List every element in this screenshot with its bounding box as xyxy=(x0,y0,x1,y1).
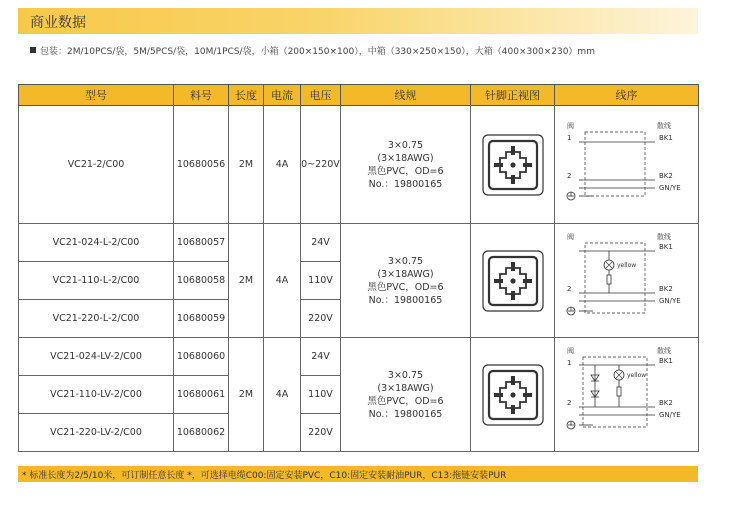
header-wire-spec: 线规 xyxy=(341,85,471,106)
wire-spec-cell xyxy=(341,338,471,452)
ground-icon xyxy=(567,421,575,429)
wiring-cable-label: 散线 xyxy=(656,121,671,130)
part-number-cell: 10680060 xyxy=(174,338,229,376)
section-title-bar xyxy=(18,8,698,34)
header-part-number: 料号 xyxy=(174,85,229,106)
model-cell: VC21-024-L-2/C00 xyxy=(19,224,174,262)
gnye-label: GN/YE xyxy=(658,410,681,419)
length-cell: 2M xyxy=(229,106,264,224)
header-wiring: 线序 xyxy=(555,85,699,106)
product-table xyxy=(18,84,699,452)
pin-view-cell xyxy=(471,224,555,338)
connector-pin-diagram xyxy=(480,248,546,314)
wiring-diagram xyxy=(557,231,697,331)
bk2-label: BK2 xyxy=(658,284,673,293)
current-cell: 4A xyxy=(264,338,301,452)
led-icon xyxy=(614,370,624,380)
bk1-label: BK1 xyxy=(658,133,673,142)
footnote-bar xyxy=(18,466,698,482)
wiring-valve-label: 阀 xyxy=(566,232,574,241)
led-color-label: yellow xyxy=(616,261,636,269)
bk2-label: BK2 xyxy=(658,398,673,407)
gnye-label: GN/YE xyxy=(658,183,681,192)
part-number-cell: 10680057 xyxy=(174,224,229,262)
model-cell: VC21-024-LV-2/C00 xyxy=(19,338,174,376)
resistor-icon xyxy=(617,387,621,396)
voltage-cell: 0~220V xyxy=(301,106,341,224)
header-pin-view: 针脚正视图 xyxy=(471,85,555,106)
wiring-cell xyxy=(555,338,699,452)
current-cell: 4A xyxy=(264,224,301,338)
header-current: 电流 xyxy=(264,85,301,106)
length-cell: 2M xyxy=(229,224,264,338)
led-color-label: yellow xyxy=(626,371,646,379)
wiring-valve-label: 阀 xyxy=(566,346,574,355)
resistor-icon xyxy=(607,275,611,284)
bullet-square-icon xyxy=(30,47,36,53)
pin-view-cell xyxy=(471,106,555,224)
pin-1-label: 1 xyxy=(566,133,571,142)
spec-line: 黑色PVC，OD=6 xyxy=(367,165,444,177)
led-icon xyxy=(604,260,614,270)
table-row xyxy=(19,224,699,262)
part-number-cell: 10680056 xyxy=(174,106,229,224)
pin-1-label: 1 xyxy=(566,358,571,367)
part-number-cell: 10680062 xyxy=(174,414,229,452)
spec-line: 3×0.75 xyxy=(387,369,424,381)
pin-2-label: 2 xyxy=(566,284,571,293)
bk1-label: BK1 xyxy=(658,242,673,251)
packaging-text: 包装：2M/10PCS/袋，5M/5PCS/袋，10M/1PCS/袋，小箱（200×150×100），中箱（330×250×150），大箱（400×300×230）mm xyxy=(40,47,595,57)
wiring-cell xyxy=(555,106,699,224)
bk2-label: BK2 xyxy=(658,171,673,180)
wire-spec-cell xyxy=(341,224,471,338)
spec-line: No.：19800165 xyxy=(368,294,443,306)
wire-spec-cell xyxy=(341,106,471,224)
current-cell: 4A xyxy=(264,106,301,224)
model-cell: VC21-220-L-2/C00 xyxy=(19,300,174,338)
part-number-cell: 10680058 xyxy=(174,262,229,300)
spec-line: 3×0.75 xyxy=(387,139,424,151)
spec-line: (3×18AWG) xyxy=(377,268,434,280)
footnote-text: * 标准长度为2/5/10米，可订制任意长度 *，可选择电缆C00:固定安装PVC，C10:固定安装耐油PUR，C13:拖链安装PUR xyxy=(22,471,507,481)
model-cell: VC21-110-LV-2/C00 xyxy=(19,376,174,414)
packaging-info xyxy=(30,44,595,57)
spec-line: 3×0.75 xyxy=(387,255,424,267)
ground-icon xyxy=(567,307,575,315)
voltage-cell: 24V xyxy=(301,338,341,376)
spec-line: No.：19800165 xyxy=(368,178,443,190)
connector-pin-diagram xyxy=(480,132,546,198)
voltage-cell: 220V xyxy=(301,414,341,452)
voltage-cell: 220V xyxy=(301,300,341,338)
section-title: 商业数据 xyxy=(30,15,86,31)
bk1-label: BK1 xyxy=(658,356,673,365)
table-header-row xyxy=(19,85,699,106)
ground-icon xyxy=(567,192,575,200)
diode-icon xyxy=(591,365,599,407)
part-number-cell: 10680061 xyxy=(174,376,229,414)
pin-2-label: 2 xyxy=(566,398,571,407)
part-number-cell: 10680059 xyxy=(174,300,229,338)
wiring-diagram xyxy=(557,120,697,210)
wiring-valve-label: 阀 xyxy=(566,121,574,130)
connector-pin-diagram xyxy=(480,362,546,428)
gnye-label: GN/YE xyxy=(658,296,681,305)
length-cell: 2M xyxy=(229,338,264,452)
wiring-diagram xyxy=(557,345,697,445)
wiring-cell xyxy=(555,224,699,338)
table-row xyxy=(19,106,699,224)
wiring-cable-label: 散线 xyxy=(656,232,671,241)
header-length: 长度 xyxy=(229,85,264,106)
model-cell: VC21-110-L-2/C00 xyxy=(19,262,174,300)
voltage-cell: 110V xyxy=(301,376,341,414)
spec-line: 黑色PVC，OD=6 xyxy=(367,395,444,407)
table-row xyxy=(19,338,699,376)
spec-line: 黑色PVC，OD=6 xyxy=(367,281,444,293)
voltage-cell: 24V xyxy=(301,224,341,262)
spec-line: (3×18AWG) xyxy=(377,382,434,394)
header-model: 型号 xyxy=(19,85,174,106)
pin-2-label: 2 xyxy=(566,171,571,180)
spec-line: No.：19800165 xyxy=(368,408,443,420)
model-cell: VC21-220-LV-2/C00 xyxy=(19,414,174,452)
pin-view-cell xyxy=(471,338,555,452)
spec-line: (3×18AWG) xyxy=(377,152,434,164)
voltage-cell: 110V xyxy=(301,262,341,300)
wiring-cable-label: 散线 xyxy=(656,346,671,355)
header-voltage: 电压 xyxy=(301,85,341,106)
model-cell: VC21-2/C00 xyxy=(19,106,174,224)
